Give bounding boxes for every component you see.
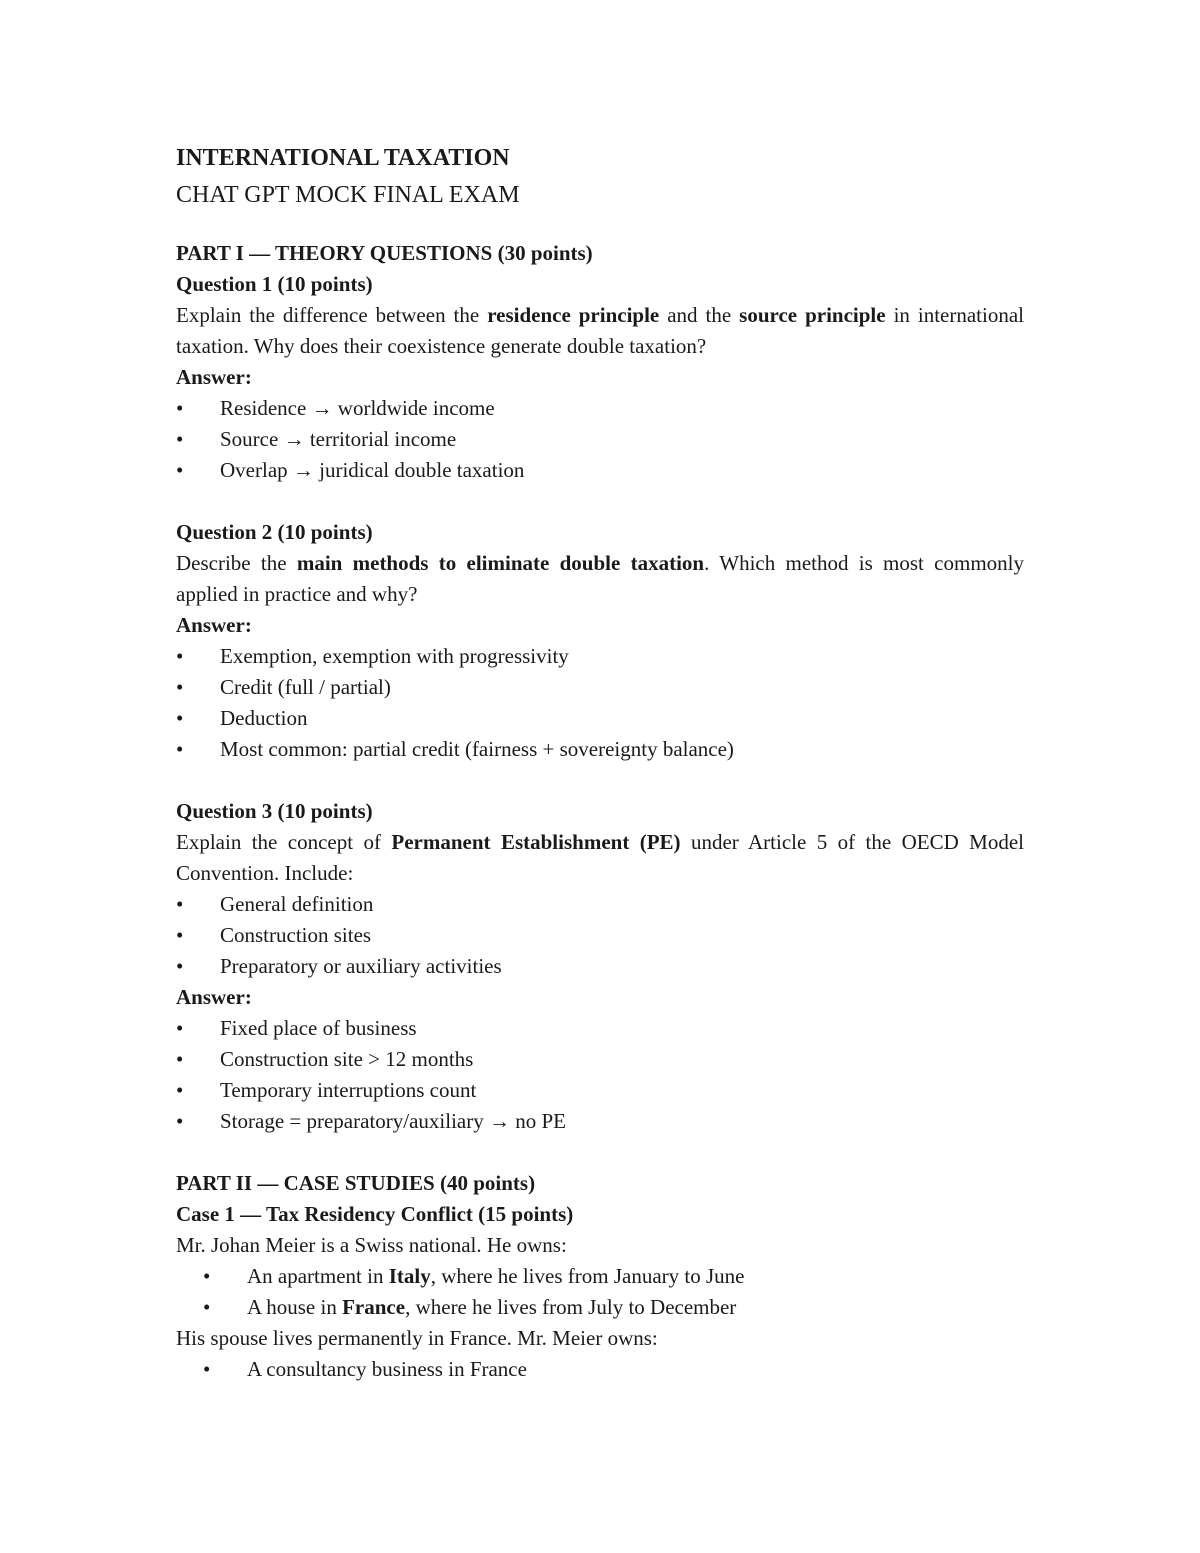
list-item: • Deduction — [176, 706, 308, 730]
document-subtitle: CHAT GPT MOCK FINAL EXAM — [176, 182, 520, 208]
question1-answer-label: Answer: — [176, 365, 252, 389]
document-title: INTERNATIONAL TAXATION — [176, 145, 510, 171]
question1-heading: Question 1 (10 points) — [176, 272, 373, 296]
question2-heading: Question 2 (10 points) — [176, 520, 373, 544]
question2-answer-label: Answer: — [176, 613, 252, 637]
list-item: • Construction sites — [176, 923, 372, 947]
list-item: • Residence → worldwide income — [176, 396, 495, 420]
q1-bold-residence: residence principle — [487, 303, 660, 327]
question3-answer-label: Answer: — [176, 985, 252, 1009]
question2-answer-list — [176, 641, 1024, 765]
q3-bold-pe: Permanent Establishment (PE) — [391, 830, 681, 854]
list-item: • Storage = preparatory/auxiliary → no PE — [176, 1109, 566, 1133]
q2-bold-methods: main methods to eliminate double taxation — [296, 551, 705, 575]
list-item: • An apartment in Italy, where he lives from January to June — [203, 1264, 745, 1288]
part2-heading: PART II — CASE STUDIES (40 points) — [176, 1171, 536, 1195]
case1-heading: Case 1 — Tax Residency Conflict (15 points) — [176, 1202, 574, 1226]
question3-text: Explain the concept of Permanent Establishment (PE) under Article 5 of the OECD Model Convention. Include: — [176, 830, 1024, 885]
list-item: • A consultancy business in France — [203, 1357, 527, 1381]
part1-heading: PART I — THEORY QUESTIONS (30 points) — [176, 241, 593, 265]
question2-text: Describe the main methods to eliminate double taxation. Which method is most commonly applied in practice and why? — [176, 551, 1024, 606]
list-item: • Preparatory or auxiliary activities — [176, 954, 502, 978]
case1-spouse-text: His spouse lives permanently in France. Mr. Meier owns: — [176, 1326, 658, 1350]
list-item: • Overlap → juridical double taxation — [176, 458, 525, 482]
list-item: • Most common: partial credit (fairness + sovereignty balance) — [176, 737, 734, 761]
list-item: • Source → territorial income — [176, 427, 457, 451]
list-item: • Exemption, exemption with progressivity — [176, 644, 569, 668]
list-item: • Credit (full / partial) — [176, 675, 391, 699]
question3-heading: Question 3 (10 points) — [176, 799, 373, 823]
case1-intro: Mr. Johan Meier is a Swiss national. He owns: — [176, 1233, 567, 1257]
q1-bold-source: source principle — [739, 303, 886, 327]
question1-text: Explain the difference between the residence principle and the source principle in international taxation. Why does their coexistence generate double taxation? — [176, 303, 1025, 358]
document-page — [176, 140, 1024, 1385]
case1-owns-list — [176, 1354, 1024, 1385]
question3-item-list — [176, 889, 1024, 982]
list-item: • Temporary interruptions count — [176, 1078, 477, 1102]
list-item: • Fixed place of business — [176, 1016, 417, 1040]
list-item: • Construction site > 12 months — [176, 1047, 474, 1071]
list-item: • A house in France, where he lives from July to December — [203, 1295, 737, 1319]
case1-homes-list — [176, 1261, 1024, 1323]
question1-answer-list — [176, 393, 1024, 486]
question3-answer-list — [176, 1013, 1024, 1137]
list-item: • General definition — [176, 892, 374, 916]
